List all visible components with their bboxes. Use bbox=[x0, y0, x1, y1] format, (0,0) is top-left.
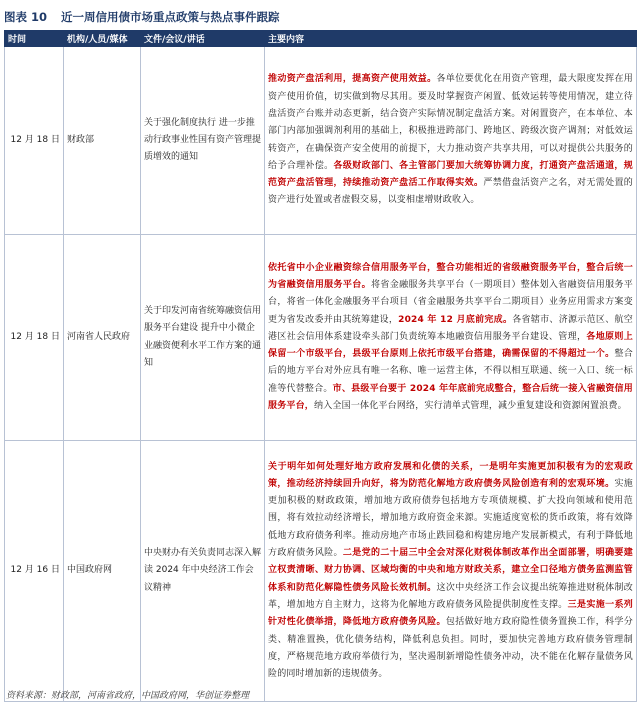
content-segment: 各地原则上保留一个市级平台，县级平台原则上依托市级平台搭建，确需保留的不得超过一个。 bbox=[268, 331, 633, 360]
table-header-row bbox=[5, 31, 637, 47]
row-content bbox=[265, 441, 637, 702]
content-segment: 各单位要优化在用资产管理，最大限度发挥在用资产使用价值，切实做到物尽其用。要及时掌握资产闲置、低效运转等使用情况，建立待盘活资产台账并动态更新，结合资产实际情况制定盘活方案。对闲置资产，在本单位、本部门内部加强调剂利用的基础上，积极推进跨部门、跨地区、跨级次资产调剂；对低效运转资产，在确保资产安全使用的前提下，大力推动资产共享共用，可以对提供公共服务的给予合理补偿。 bbox=[268, 74, 634, 171]
source-note: 资料来源：财政部，河南省政府，中国政府网，华创证券整理 bbox=[6, 691, 250, 701]
row-org: 中国政府网 bbox=[64, 441, 141, 702]
content-segment: 整合后的地方平台对外应具有唯一名称、唯一运营主体，不得以相互联通、统一入口、统一标准等代替整合。 bbox=[268, 349, 634, 394]
content-segment: 将省金融服务共享平台（一期项目）整体划入省融资信用服务平台，将省一体化金融服务平台项目（省金融服务共享平台二期项目）业务应用需求方案变更为省发改委并由其统筹建设， bbox=[268, 279, 633, 325]
content-segment: 依托省中小企业融资综合信用服务平台，整合功能相近的省级融资服务平台，整合后统一为省融资信用服务平台。 bbox=[268, 262, 633, 290]
content-segment: 二是党的二十届三中全会对深化财税体制改革作出全面部署，明确要建立权责清晰、财力协调、区域均衡的中央和地方财政关系，建立全口径地方债务监测监管体系和防范化解隐性债务风险长效机制。 bbox=[268, 548, 633, 593]
content-segment: 实施更加积极的财政政策，增加地方政府债券包括地方专项债规模、扩大投向领域和使用范围，将有效拉动经济增长，增加地方政府资金来源。实施适度宽松的货币政策，将有效降低地方政府债务利率。推动房地产市场止跌回稳和构建房地产发展新模式，有利于降低地方政府债务风险。 bbox=[268, 478, 634, 559]
header-content: 主要内容 bbox=[265, 31, 637, 47]
row-content bbox=[265, 235, 637, 441]
header-org: 机构/人员/媒体 bbox=[64, 31, 141, 47]
content-segment: 2024 年 12 月底前完成。 bbox=[398, 314, 513, 325]
figure-number: 图表 10 bbox=[4, 10, 48, 24]
row-content bbox=[265, 47, 637, 235]
row-doc: 关于印发河南省统筹融资信用服务平台建设 提升中小微企业融资便利水平工作方案的通知 bbox=[141, 235, 265, 441]
content-segment: 包括做好地方政府隐性债务置换工作，科学分类、精准置换，优化债务结构，降低利息负担。同时，要加快完善地方政府债务管理制度，严格规范地方政府举债行为，坚决遏制新增隐性债务冲动，决不能在化解存量债务风险的同时增加新的违规债务。 bbox=[268, 617, 633, 680]
policy-table bbox=[4, 30, 637, 702]
content-segment: 严禁借盘活资产之名，对无需处置的资产进行处置或者虚假交易，以变相虚增财政收入。 bbox=[268, 178, 634, 206]
figure-title bbox=[4, 6, 636, 28]
row-doc: 中央财办有关负责同志深入解读 2024 年中央经济工作会议精神 bbox=[141, 441, 265, 702]
figure-title-text: 近一周信用债市场重点政策与热点事件跟踪 bbox=[61, 10, 280, 24]
content-segment: 各省辖市、济源示范区、航空港区社会信用体系建设牵头部门负责统筹本地融资信用服务平台建设、管理， bbox=[268, 314, 633, 342]
row-date: 12 月 16 日 bbox=[5, 441, 64, 702]
header-doc: 文件/会议/讲话 bbox=[141, 31, 265, 47]
content-segment: 这次中央经济工作会议提出统筹推进财税体制改革，增加地方自主财力，这将为化解地方政府债务风险提供制度性支撑。 bbox=[268, 582, 634, 610]
row-org: 财政部 bbox=[64, 47, 141, 235]
row-org: 河南省人民政府 bbox=[64, 235, 141, 441]
row-doc: 关于强化制度执行 进一步推动行政事业性国有资产管理提质增效的通知 bbox=[141, 47, 265, 235]
content-segment: 纳入全国一体化平台网络，实行清单式管理，减少重复建设和资源闲置浪费。 bbox=[314, 401, 627, 412]
header-date: 时间 bbox=[5, 31, 64, 47]
row-date: 12 月 18 日 bbox=[5, 47, 64, 235]
table-row bbox=[5, 441, 637, 702]
content-segment: 三是实施一系列针对性化债举措，降低地方政府债务风险。 bbox=[268, 599, 634, 628]
row-date: 12 月 18 日 bbox=[5, 235, 64, 441]
content-segment: 各级财政部门、各主管部门要加大统筹协调力度，打通资产盘活通道，规范资产盘活管理，持续推动资产盘活工作取得实效。 bbox=[268, 160, 633, 189]
content-segment: 推动资产盘活利用，提高资产使用效益。 bbox=[268, 74, 437, 85]
content-segment: 关于明年如何处理好地方政府发展和化债的关系，一是明年实施更加积极有为的宏观政策，推动经济持续回升向好，将为防范化解地方政府债务风险创造有利的宏观环境。 bbox=[268, 461, 633, 489]
content-segment: 市、县级平台要于 2024 年年底前完成整合，整合后统一接入省融资信用服务平台， bbox=[268, 383, 633, 412]
table-row bbox=[5, 47, 637, 235]
table-row bbox=[5, 235, 637, 441]
